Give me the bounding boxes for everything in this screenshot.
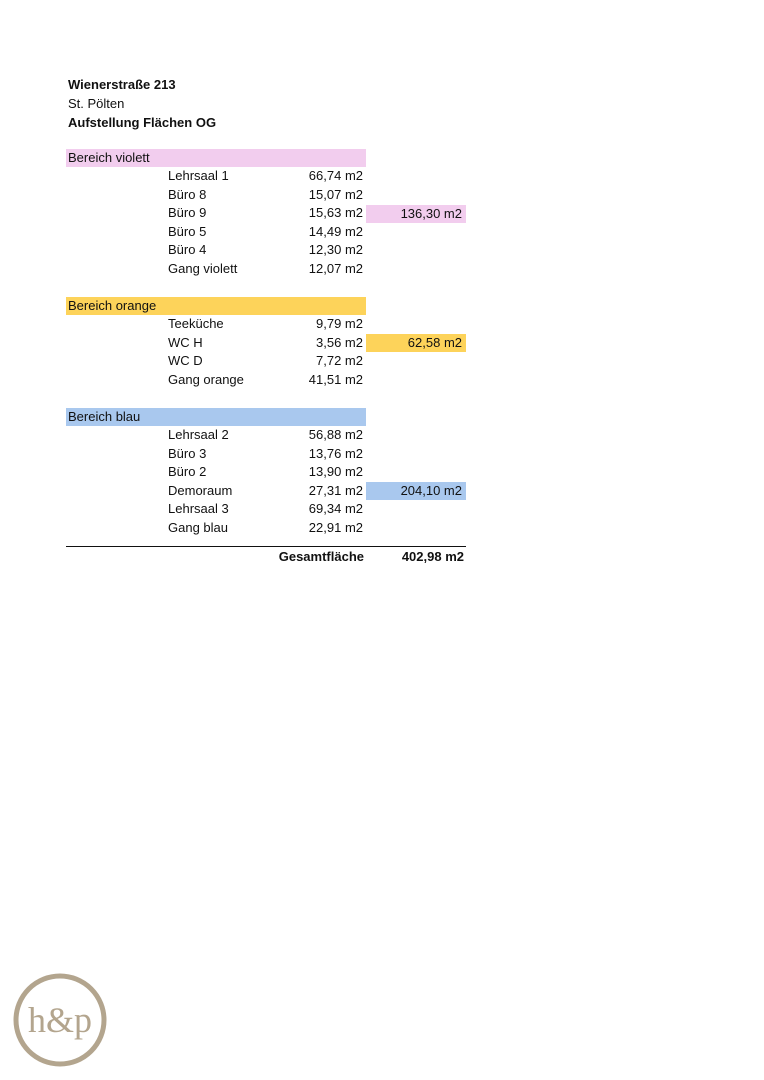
room-area: 66,74 m2 — [308, 168, 363, 183]
room-area: 9,79 m2 — [316, 316, 363, 331]
room-area: 13,90 m2 — [308, 464, 363, 479]
room-name: Gang orange — [168, 371, 244, 387]
room-area: 56,88 m2 — [308, 427, 363, 442]
city: St. Pölten — [68, 96, 125, 111]
table-row — [66, 463, 468, 482]
document-title: Aufstellung Flächen OG — [68, 115, 217, 130]
room-name: Büro 9 — [168, 205, 207, 220]
section-label: Bereich orange — [66, 297, 366, 315]
table-row — [66, 186, 468, 205]
room-area: 41,51 m2 — [308, 371, 363, 387]
table-row — [66, 426, 468, 445]
room-name: Büro 4 — [168, 242, 207, 257]
table-row — [66, 371, 468, 390]
table-row — [66, 519, 468, 538]
room-name: Lehrsaal 3 — [168, 501, 229, 516]
section-subtotal: 136,30 m2 — [366, 205, 466, 223]
table-row — [66, 241, 468, 260]
document-header — [68, 75, 216, 132]
logo-text: h&p — [27, 1000, 93, 1040]
table-row — [66, 167, 468, 186]
room-area: 15,63 m2 — [308, 205, 363, 220]
room-name: Büro 3 — [168, 445, 207, 461]
room-name: WC H — [168, 334, 203, 350]
room-area: 15,07 m2 — [308, 186, 363, 202]
room-area: 12,07 m2 — [308, 260, 363, 276]
room-name: Gang blau — [168, 519, 228, 535]
total-divider — [66, 546, 466, 547]
section-blau — [66, 408, 468, 537]
table-row — [66, 445, 468, 464]
room-area: 69,34 m2 — [308, 501, 363, 516]
room-name: Büro 5 — [168, 223, 207, 239]
room-name: Büro 8 — [168, 186, 207, 202]
total-label: Gesamtfläche — [278, 549, 364, 564]
address: Wienerstraße 213 — [68, 77, 176, 92]
room-area: 13,76 m2 — [308, 445, 363, 461]
section-orange — [66, 297, 468, 389]
table-row — [66, 500, 468, 519]
room-area: 12,30 m2 — [308, 242, 363, 257]
section-label: Bereich violett — [66, 149, 366, 167]
table-row — [66, 315, 468, 334]
room-name: Lehrsaal 1 — [168, 168, 229, 183]
room-name: Demoraum — [168, 482, 233, 498]
table-row — [66, 352, 468, 371]
table-row — [66, 260, 468, 279]
section-subtotal: 62,58 m2 — [366, 334, 466, 352]
room-name: Büro 2 — [168, 464, 207, 479]
total-value: 402,98 m2 — [401, 549, 464, 564]
room-area: 3,56 m2 — [316, 334, 363, 350]
section-label: Bereich blau — [66, 408, 366, 426]
room-area: 22,91 m2 — [308, 519, 363, 535]
room-name: Teeküche — [168, 316, 224, 331]
room-name: Gang violett — [168, 260, 238, 276]
company-logo — [12, 972, 108, 1068]
table-row — [66, 223, 468, 242]
room-area: 14,49 m2 — [308, 223, 363, 239]
section-violett — [66, 149, 468, 278]
section-subtotal: 204,10 m2 — [366, 482, 466, 500]
room-name: Lehrsaal 2 — [168, 427, 229, 442]
room-area: 27,31 m2 — [308, 482, 363, 498]
room-name: WC D — [168, 353, 203, 368]
room-area: 7,72 m2 — [316, 353, 363, 368]
